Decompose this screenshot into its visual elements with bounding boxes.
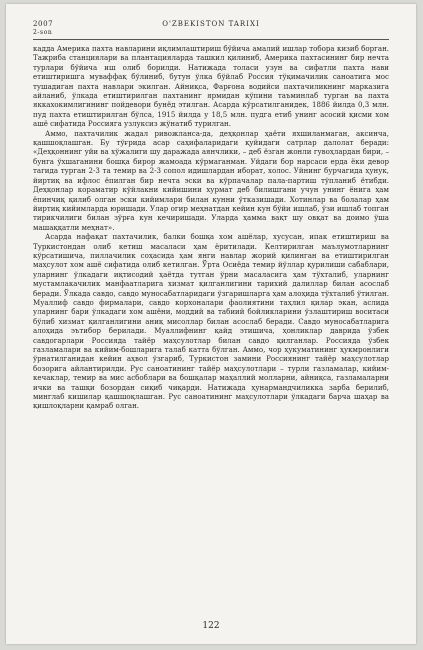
paragraph: Асарда нафақат пахтачилик, балки бошқа хом ашёлар, хусусан, ипак етиштириш ва Туркистондан олиб кетиш масаласи ҳам ёритилади. Келтирилган маълумотларнинг кўрсатишича, пиллачилик соҳасида ҳам янги навлар жорий қилинган ва етиштирилган маҳсулот хом ашё сифатида олиб кетилган. Ўрта Осиёда темир йўллар қурилиши сабаблари, уларнинг ўлкадаги иқтисодий ҳаётда тутган ўрни масаласига ҳам тўхталиб, уларнинг мустамлакачилик манфаатларига хизмат қилганлигини тарихий далиллар билан асослаб беради. Ўлкада савдо, савдо муносабатларидаги ўзгаришларга ҳам алоҳида тўхталиб ўтилган. Муаллиф савдо фирмалари, савдо корхоналари фаолиятини таҳлил қилар экан, аслида уларнинг бари ўлкадаги хом ашёни, моддий ва табиий бойликларини ўзлаштириш воситаси бўлиб хизмат қилганлигини аниқ мисоллар билан асослаб беради. Савдо муносабатларига алоҳида эътибор берилади. Муаллифнинг қайд этишича, ҳонликлар даврида ўзбек савдогарлари Россияда тайёр маҳсулотлар билан савдо қилганлар. Россияда ўзбек газламалари ва кийим-бошларига талаб катта бўлган. Аммо, чор ҳукуматининг ҳукмронлиги ўрнатилганидан кейин аҳвол ўзгариб, Туркистон замини Россиянинг тайёр маҳсулотлар бозорига айлантирилди. Рус саноатининг тайёр маҳсулотлари – турли газламалар, кийим-кечаклар, темир ва мис асбоблари ва бошқалар маҳаллий молларни, айниқса, газламаларни ички ва ташқи бозордан сиқиб чиқарди. Натижада ҳунармандчиликка зарба берилиб, минглаб кишилар қашшоқлашган. Рус саноатининг маҳсулотлари ўлкадаги барча шаҳар ва қишлоқларни қамраб олган. xyxy=(33,232,389,411)
page-number: 122 xyxy=(202,621,220,631)
header-journal-title: O'ZBEKISTON TARIXI xyxy=(162,20,260,28)
article-body xyxy=(33,44,389,411)
paragraph: Аммо, пахтачилик жадал ривожланса-да, деҳқонлар ҳаёти яхшиланмаган, аксинча, қашшоқлашган. Бу тўғрида асар саҳифаларидаги қуйидаги сатрлар далолат беради: «Деҳқоннинг уйи ва хўжалиги шу даражада аянчлики, – деб ёзган жонли гувоҳлардан бири, – бунга ўхшаганини бошқа бирор жамоада кўрмаганман. Уйдаги бор нарсаси ерда ёки девор тагида турган 2-3 та темир ва 2-3 сопол идишлардан иборат, холос. Уйнинг бурчагида ҳунук, йиртиқ ва ифлос ёпилган бир нечта эски ва кўрпачалар пала-партиш тўпланиб ётибди. Деҳқонлар кораматир кўйлакни кийишини хурмат деб билишгани учун унинг ёнига ҳам ёпинчиқ қилиб олган эски кийимлари билан кунни ўтказишади. Хотинлар ва болалар ҳам йиртиқ кийимларда юришади. Улар огир меҳнатдан кейин кун бўйи ишлаб, ўзи ишлаб топган тирикчилиги билан зўрға кун кечиришади. Уларда ҳамма вақт шу овқат ва доимо ўша машаққатли меҳнат». xyxy=(33,128,389,232)
header-year: 2007 xyxy=(33,20,54,28)
header-issue: 2-son xyxy=(33,29,53,36)
document-page xyxy=(6,4,416,644)
paragraph: кадда Америка пахта навларини иқлимлаштириш бўйича амалий ишлар тобора кизиб борган. Тажриба станциялари ва плантацияларда ташкил қилиниб, Америка пахтасининг бир нечта турлари бўйича иш олиб борилди. Натижада толаси узун ва сифатли пахта нави етиштиришга муваффақ бўлиниб, бутун ўлка бўйлаб Россия тўқимачилик саноатига мос тушадиган пахта навлари экилган. Айниқса, Фарғона водийси пахтачиликнинг марказига айланиб, ўлкада етиштирилган пахтанинг ярмидан кўпини таъминлаб турган ва пахта яккахокимлигининг пойдевори бунёд этилган. Асарда кўрсатилганидек, 1886 йилда 0,3 млн. пуд пахта етиштирилган бўлса, 1915 йилда у 18,5 млн. пудга етиб унинг асосий қисми хом ашё сифатида Россияга узлуксиз жўнатиб турилган. xyxy=(33,44,389,129)
running-header xyxy=(33,20,389,36)
header-rule xyxy=(33,39,389,40)
